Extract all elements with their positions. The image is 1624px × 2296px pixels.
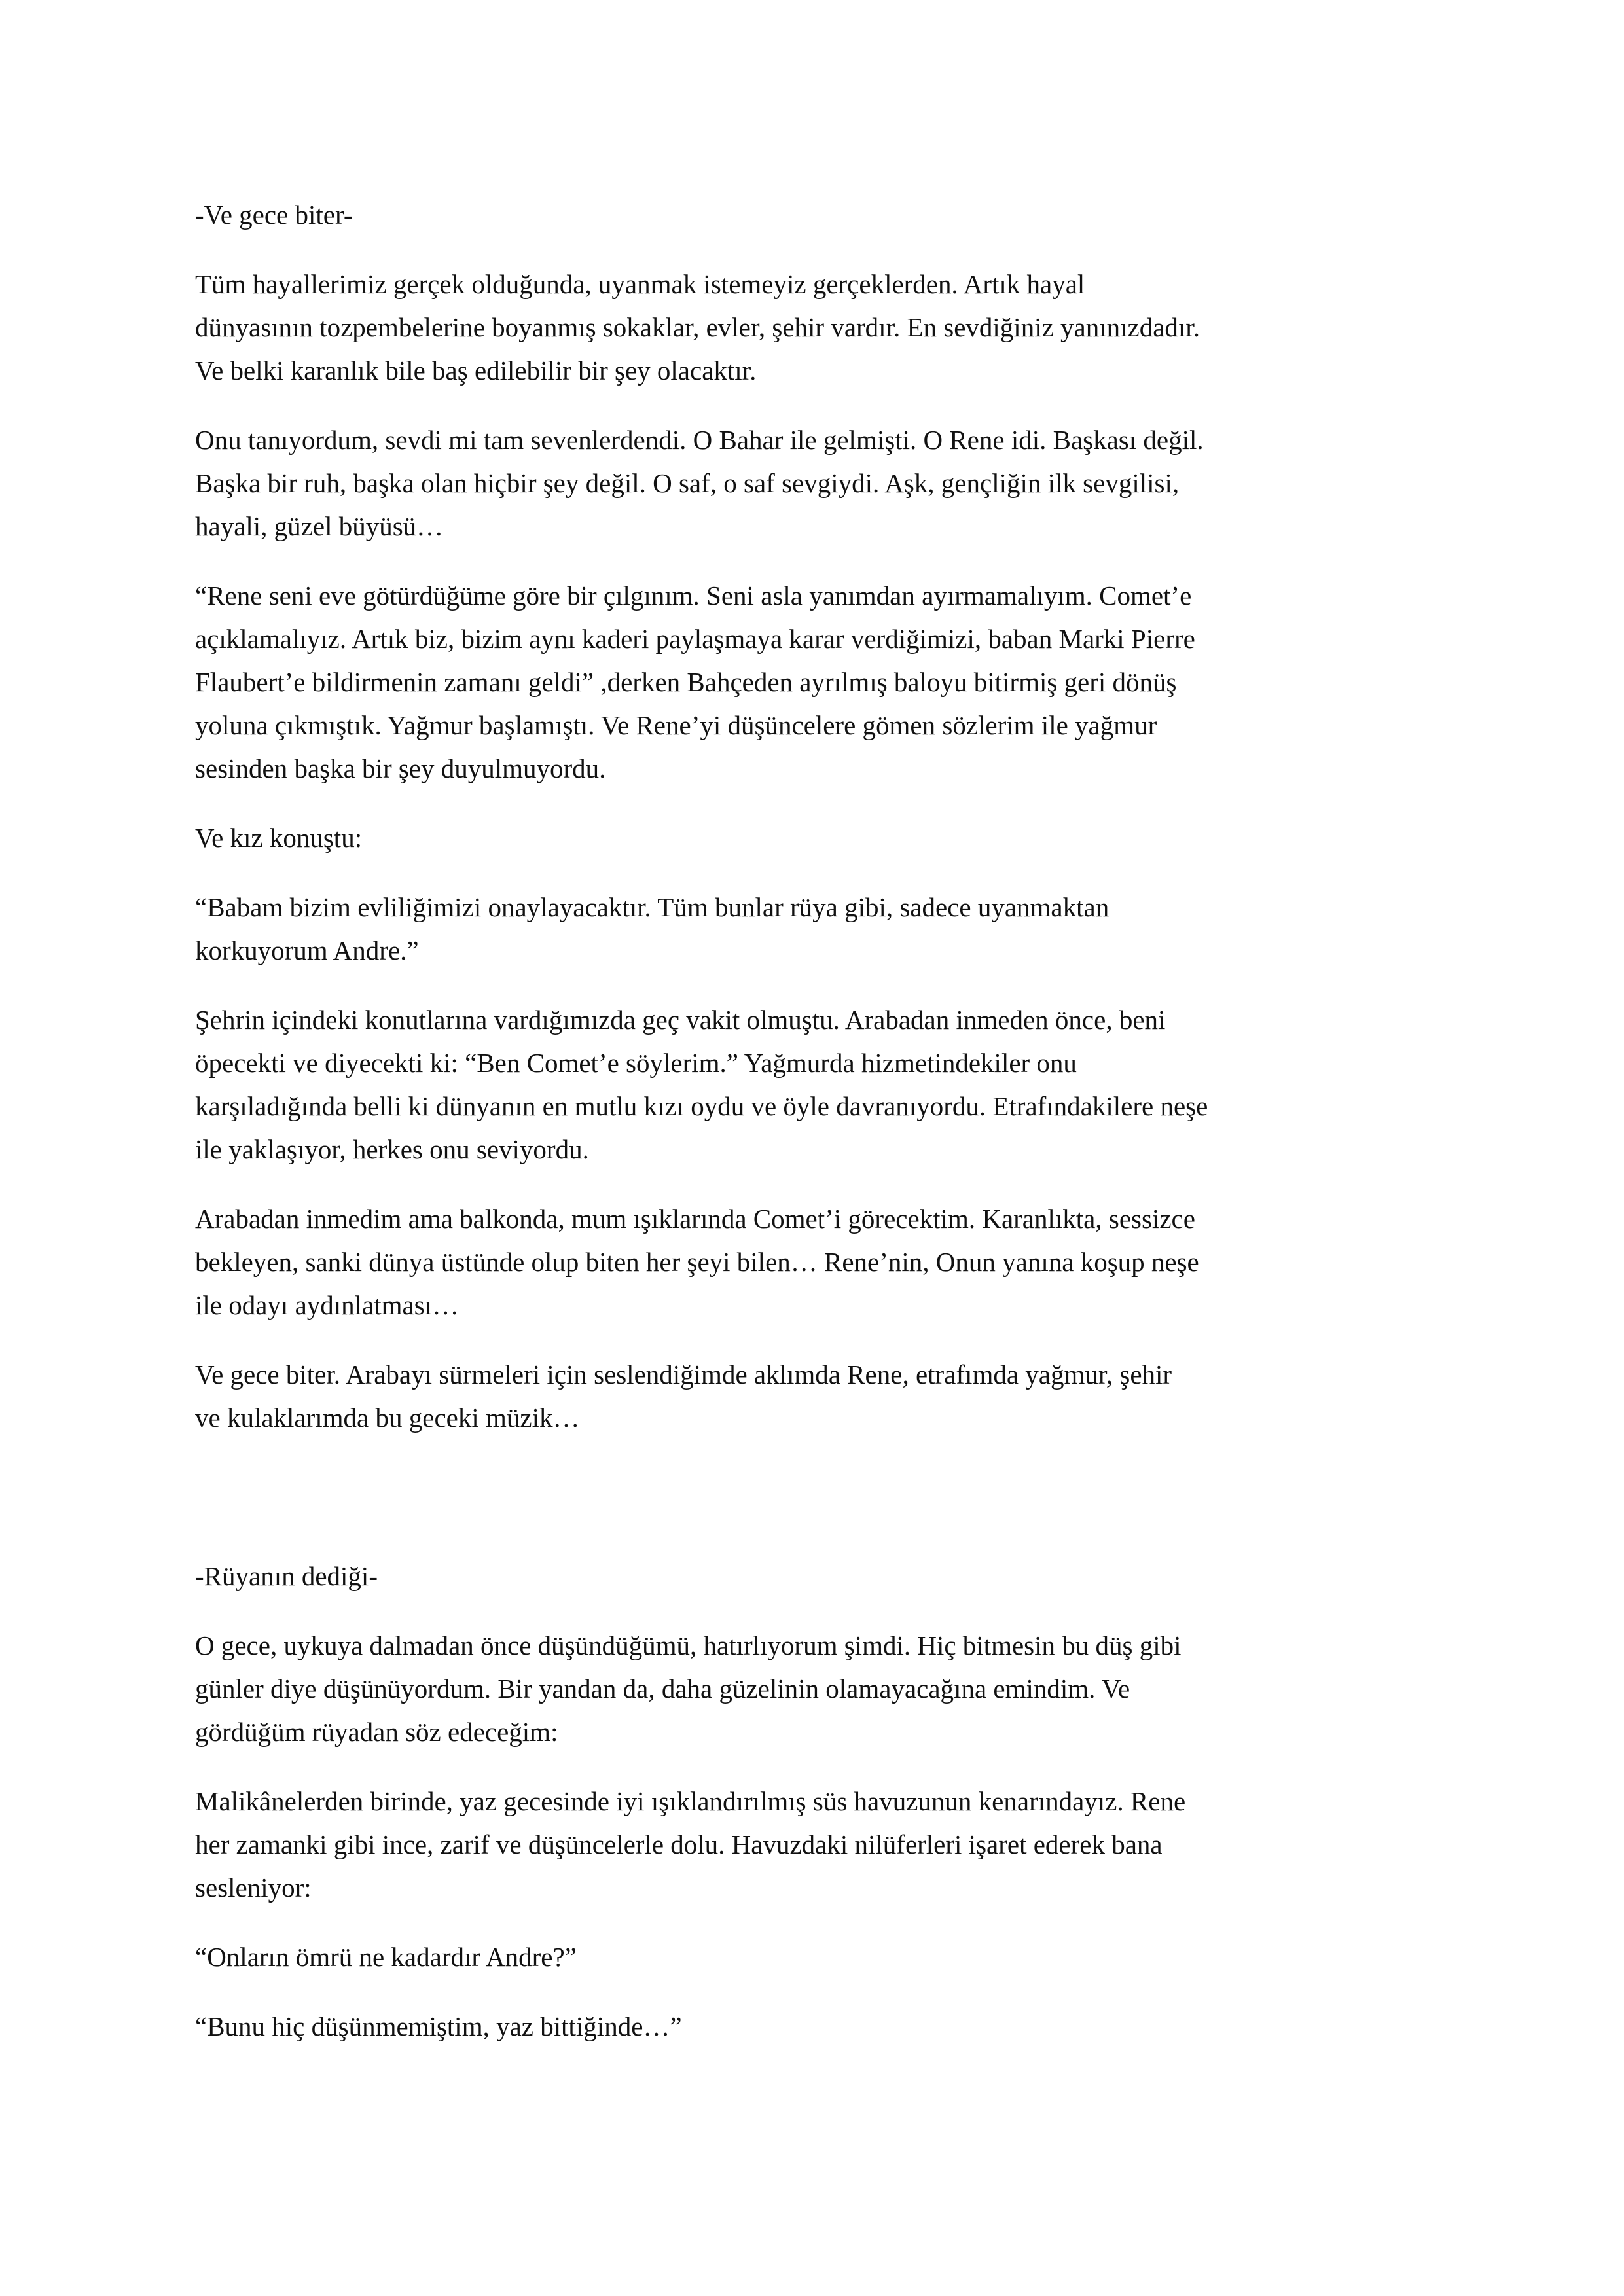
section-spacer (195, 1465, 1478, 1554)
paragraph (195, 1197, 1478, 1327)
text-line: dünyasının tozpembelerine boyanmış sokaklar, evler, şehir vardır. En sevdiğiniz yanınızdadır. (195, 312, 1200, 342)
text-line: “Bunu hiç düşünmemiştim, yaz bittiğinde…” (195, 2011, 682, 2041)
paragraph (195, 418, 1478, 548)
section-ve-gece-biter (195, 193, 1478, 1439)
text-line: her zamanki gibi ince, zarif ve düşüncelerle dolu. Havuzdaki nilüferleri işaret ederek bana (195, 1829, 1163, 1859)
paragraph (195, 1353, 1478, 1439)
text-line: yoluna çıkmıştık. Yağmur başlamıştı. Ve Rene’yi düşüncelere gömen sözlerim ile yağmur (195, 710, 1157, 740)
text-line: Ve gece biter. Arabayı sürmeleri için seslendiğimde aklımda Rene, etrafımda yağmur, şehir (195, 1359, 1172, 1390)
text-line: Malikânelerden birinde, yaz gecesinde iyi ışıklandırılmış süs havuzunun kenarındayız. Rene (195, 1786, 1186, 1816)
text-line: Tüm hayallerimiz gerçek olduğunda, uyanmak istemeyiz gerçeklerden. Artık hayal (195, 269, 1085, 299)
text-line: gördüğüm rüyadan söz edeceğim: (195, 1717, 558, 1747)
text-line: O gece, uykuya dalmadan önce düşündüğümü, hatırlıyorum şimdi. Hiç bitmesin bu düş gibi (195, 1630, 1182, 1660)
paragraph (195, 886, 1478, 972)
paragraph (195, 1624, 1478, 1753)
text-line: korkuyorum Andre.” (195, 935, 419, 965)
paragraph (195, 1935, 1478, 1979)
text-line: günler diye düşünüyordum. Bir yandan da, daha güzelinin olamayacağına emindim. Ve (195, 1674, 1130, 1704)
paragraph (195, 262, 1478, 392)
document-body (195, 193, 1478, 2074)
section-heading (195, 193, 1478, 236)
section-ruyanin-dedigi (195, 1554, 1478, 2048)
text-line: Onu tanıyordum, sevdi mi tam sevenlerdendi. O Bahar ile gelmişti. O Rene idi. Başkası değil. (195, 425, 1204, 455)
text-line: sesinden başka bir şey duyulmuyordu. (195, 753, 606, 783)
text-line: bekleyen, sanki dünya üstünde olup biten her şeyi bilen… Rene’nin, Onun yanına koşup neşe (195, 1247, 1199, 1277)
text-line: Başka bir ruh, başka olan hiçbir şey değil. O saf, o saf sevgiydi. Aşk, gençliğin ilk sevgilisi, (195, 468, 1180, 498)
section-heading-text: -Ve gece biter- (195, 200, 353, 230)
text-line: ile yaklaşıyor, herkes onu seviyordu. (195, 1134, 589, 1164)
text-line: karşıladığında belli ki dünyanın en mutlu kızı oydu ve öyle davranıyordu. Etrafındakilere neşe (195, 1091, 1208, 1121)
text-line: açıklamalıyız. Artık biz, bizim aynı kaderi paylaşmaya karar verdiğimizi, baban Marki Pierre (195, 624, 1195, 654)
text-line: Ve belki karanlık bile baş edilebilir bir şey olacaktır. (195, 355, 757, 386)
text-line: Şehrin içindeki konutlarına vardığımızda geç vakit olmuştu. Arabadan inmeden önce, beni (195, 1005, 1166, 1035)
text-line: Flaubert’e bildirmenin zamanı geldi” ,derken Bahçeden ayrılmış baloyu bitirmiş geri dönüş (195, 667, 1177, 697)
text-line: Ve kız konuştu: (195, 823, 363, 853)
text-line: öpecekti ve diyecekti ki: “Ben Comet’e söylerim.” Yağmurda hizmetindekiler onu (195, 1048, 1077, 1078)
paragraph (195, 1780, 1478, 1909)
text-line: “Onların ömrü ne kadardır Andre?” (195, 1942, 577, 1972)
paragraph (195, 574, 1478, 790)
text-line: “Babam bizim evliliğimizi onaylayacaktır. Tüm bunlar rüya gibi, sadece uyanmaktan (195, 892, 1110, 922)
text-line: hayali, güzel büyüsü… (195, 511, 444, 541)
section-heading-text: -Rüyanın dediği- (195, 1561, 378, 1591)
paragraph (195, 998, 1478, 1171)
text-line: ve kulaklarımda bu geceki müzik… (195, 1403, 580, 1433)
section-heading (195, 1554, 1478, 1598)
text-line: ile odayı aydınlatması… (195, 1290, 460, 1320)
text-line: sesleniyor: (195, 1873, 312, 1903)
paragraph (195, 2005, 1478, 2048)
paragraph (195, 816, 1478, 859)
text-line: “Rene seni eve götürdüğüme göre bir çılgınım. Seni asla yanımdan ayırmamalıyım. Comet’e (195, 581, 1192, 611)
text-line: Arabadan inmedim ama balkonda, mum ışıklarında Comet’i görecektim. Karanlıkta, sessizce (195, 1204, 1195, 1234)
